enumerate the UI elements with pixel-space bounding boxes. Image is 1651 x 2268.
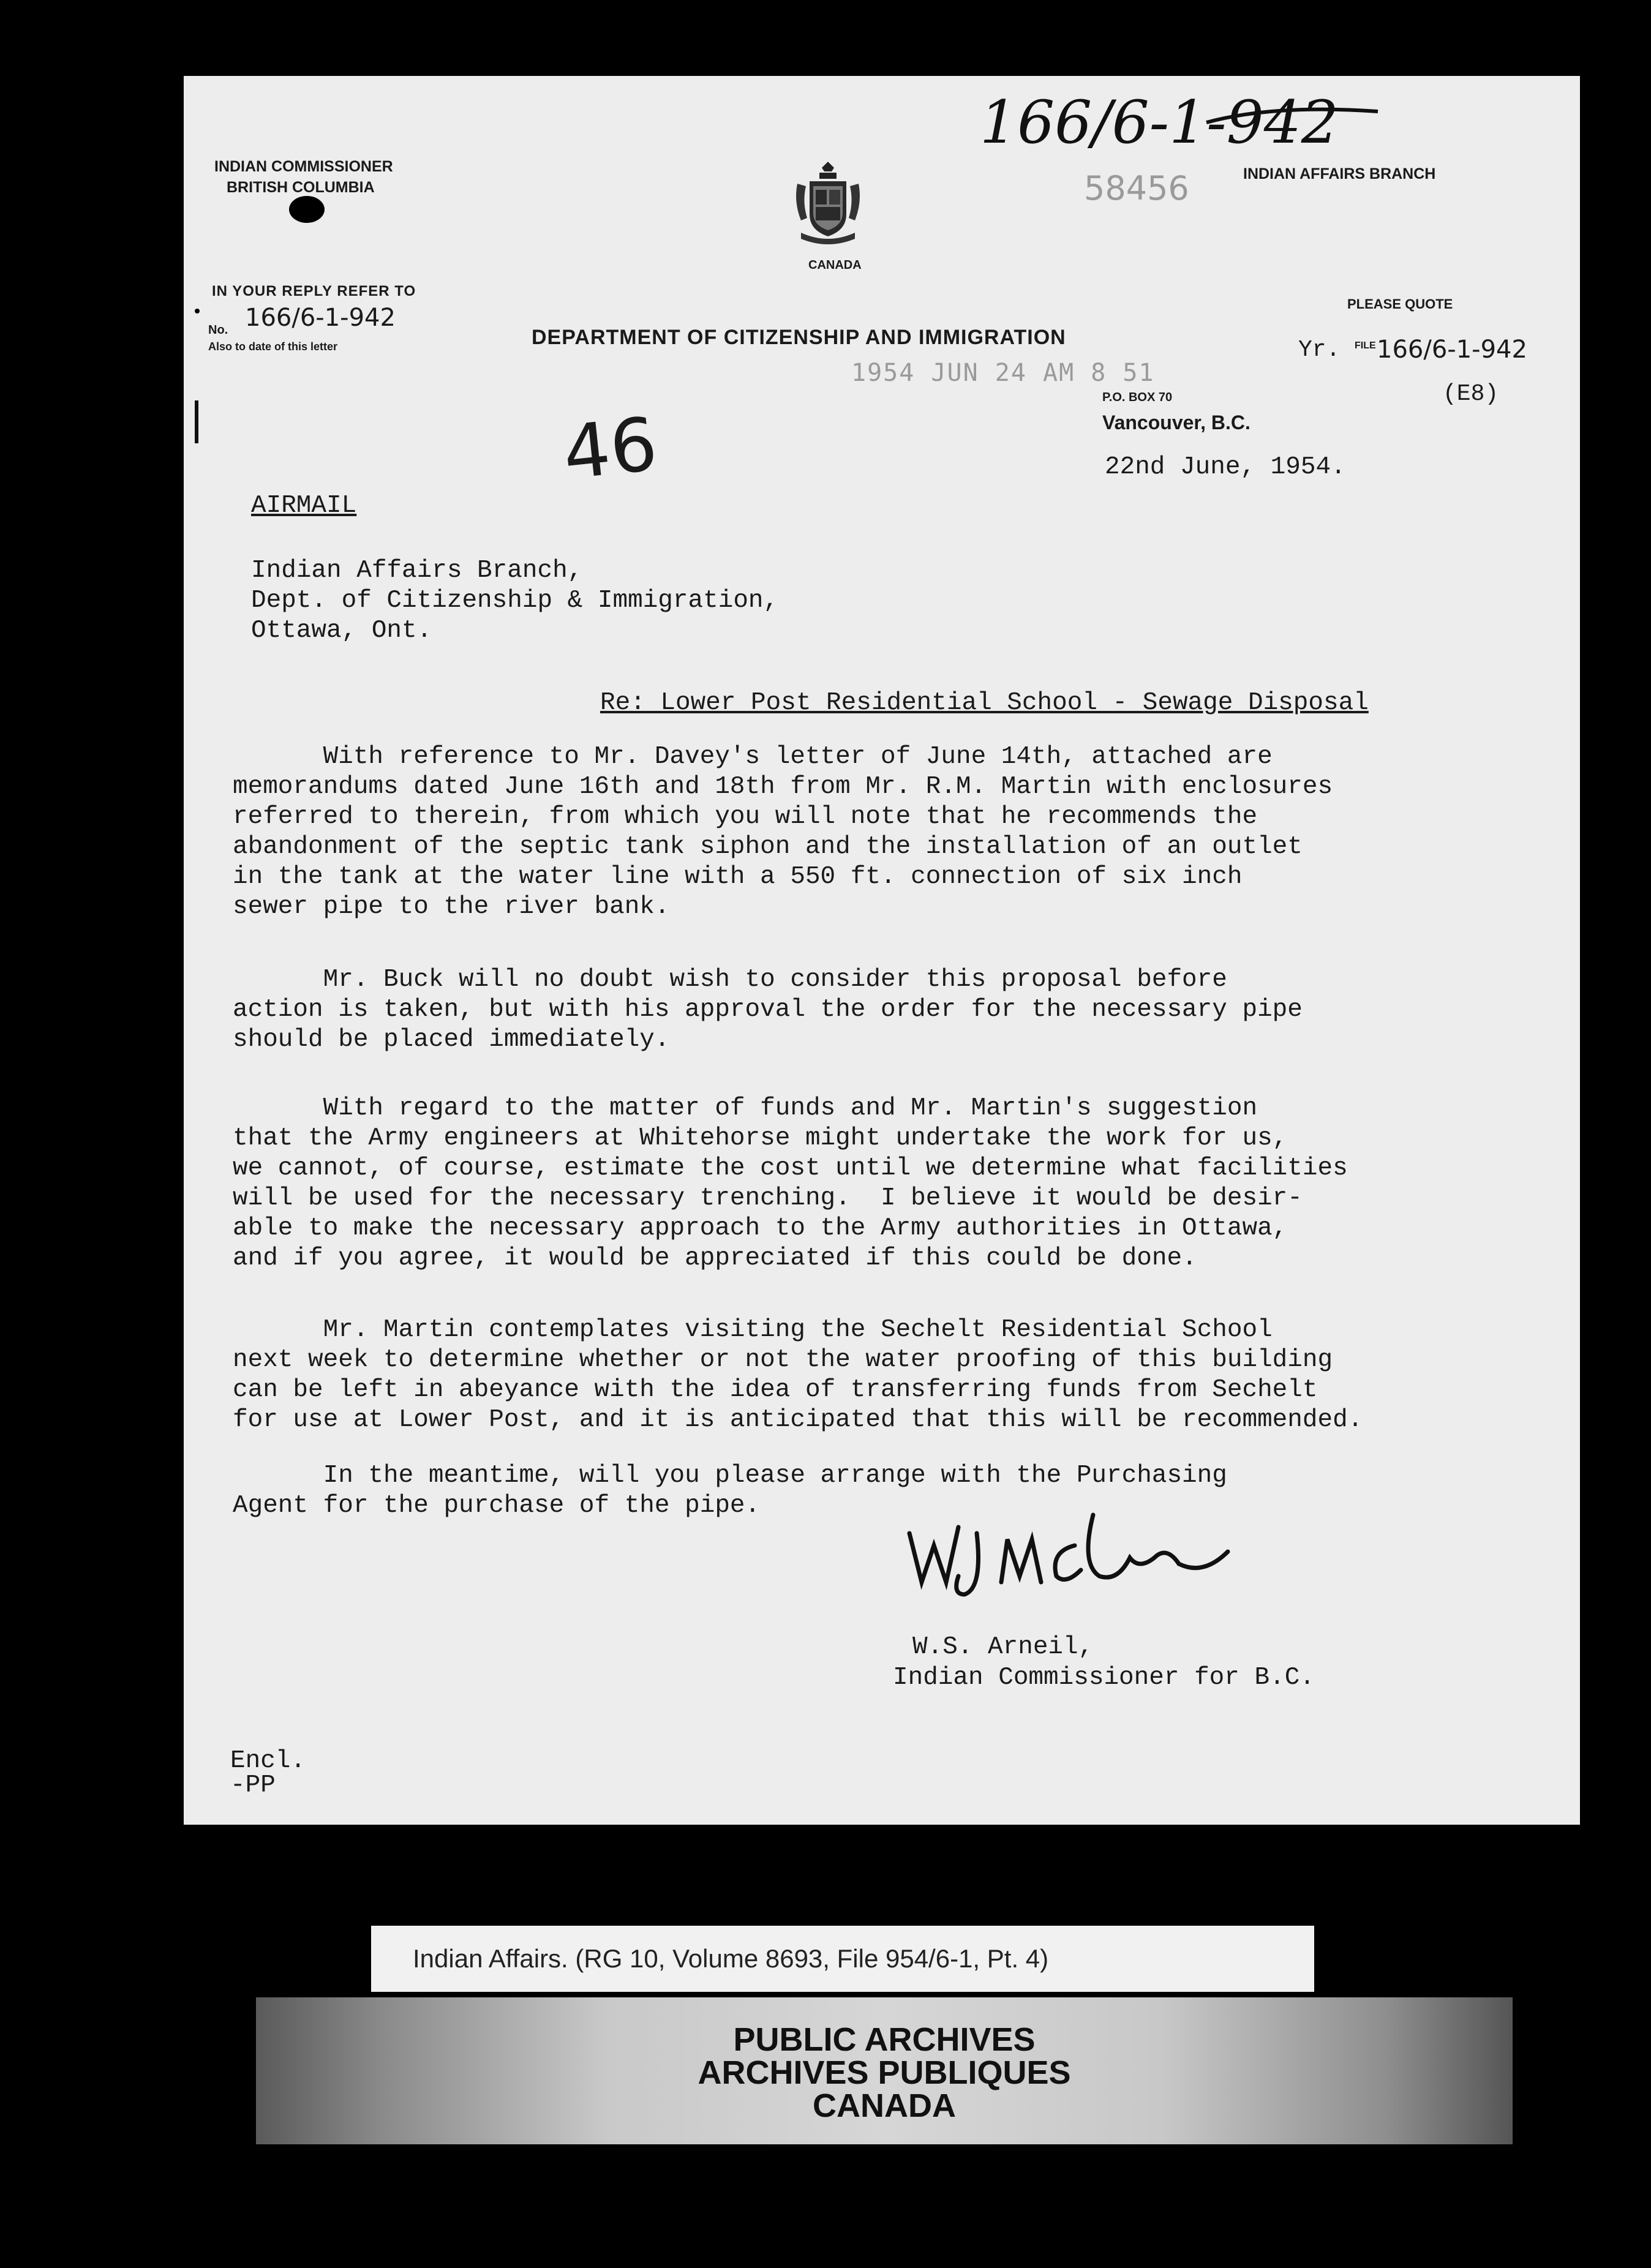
redaction-mark (289, 196, 325, 223)
department-name: DEPARTMENT OF CITIZENSHIP AND IMMIGRATION (532, 326, 1066, 349)
archive-reference-text: Indian Affairs. (RG 10, Volume 8693, File 954/6-1, Pt. 4) (413, 1944, 1049, 1973)
letter-date: 22nd June, 1954. (1105, 453, 1346, 481)
file-label: FILE (1355, 340, 1376, 351)
also-date-note: Also to date of this letter (208, 340, 338, 353)
canada-crest-icon (791, 159, 865, 251)
po-box: P.O. BOX 70 (1102, 391, 1173, 404)
paragraph-line: in the tank at the water line with a 550 ft. connection of six inch (233, 863, 1243, 891)
letterhead-left-line1: INDIAN COMMISSIONER (214, 158, 393, 175)
paragraph-line: abandonment of the septic tank siphon and the installation of an outlet (233, 833, 1303, 861)
paragraph-line: In the meantime, will you please arrange with the Purchasing (233, 1462, 1227, 1490)
reply-file-number: 166/6-1-942 (245, 304, 396, 332)
paragraph-line: memorandums dated June 16th and 18th from Mr. R.M. Martin with enclosures (233, 773, 1333, 801)
indian-affairs-branch-label: INDIAN AFFAIRS BRANCH (1243, 165, 1436, 182)
paragraph-line: With reference to Mr. Davey's letter of June 14th, attached are (233, 743, 1273, 771)
signer-title: Indian Commissioner for B.C. (893, 1664, 1315, 1692)
punch-mark (195, 400, 198, 443)
archive-line-1: PUBLIC ARCHIVES (733, 2021, 1036, 2058)
archive-line-3: CANADA (813, 2087, 956, 2124)
handwritten-signature (897, 1509, 1240, 1607)
handwritten-mark: 46 (559, 402, 661, 497)
paragraph-line: Mr. Martin contemplates visiting the Sechelt Residential School (233, 1316, 1273, 1344)
handwritten-underline (1200, 98, 1384, 135)
address-line-2: Dept. of Citizenship & Immigration, (251, 587, 779, 615)
paragraph-line: next week to determine whether or not the water proofing of this building (233, 1346, 1333, 1374)
paragraph-line: sewer pipe to the river bank. (233, 893, 670, 921)
file-suffix: (E8) (1443, 381, 1499, 407)
paragraph-line: will be used for the necessary trenching. I believe it would be desir- (233, 1184, 1303, 1212)
letterhead-left-line2: BRITISH COLUMBIA (227, 179, 375, 196)
enclosure-note: Encl. (230, 1747, 306, 1775)
letter-page (184, 76, 1580, 1825)
airmail-label: AIRMAIL (251, 492, 357, 520)
crest-caption: CANADA (808, 258, 862, 272)
paragraph-line: for use at Lower Post, and it is anticipated that this will be recommended. (233, 1406, 1363, 1434)
public-archives-stamp (256, 1997, 1513, 2144)
received-stamp: 1954 JUN 24 AM 8 51 (851, 359, 1155, 387)
paragraph-line: With regard to the matter of funds and Mr. Martin's suggestion (233, 1094, 1258, 1122)
yr-label: Yr. (1298, 337, 1341, 363)
signer-name: W.S. Arneil, (912, 1633, 1094, 1661)
please-quote-label: PLEASE QUOTE (1347, 296, 1453, 312)
address-line-1: Indian Affairs Branch, (251, 557, 583, 585)
city: Vancouver, B.C. (1102, 411, 1250, 434)
handwritten-file-number: 166/6-1-942 (980, 88, 1339, 157)
paragraph-line: should be placed immediately. (233, 1026, 670, 1054)
paragraph-line: Agent for the purchase of the pipe. (233, 1492, 761, 1520)
paragraph-line: Mr. Buck will no doubt wish to consider this proposal before (233, 966, 1227, 994)
file-number: 166/6-1-942 (1377, 336, 1527, 364)
typist-initials: -PP (230, 1771, 276, 1800)
paragraph-line: that the Army engineers at Whitehorse might undertake the work for us, (233, 1124, 1288, 1152)
paragraph-line: referred to therein, from which you will note that he recommends the (233, 803, 1258, 831)
paragraph-line: we cannot, of course, estimate the cost until we determine what facilities (233, 1154, 1348, 1182)
archive-line-2: ARCHIVES PUBLIQUES (698, 2054, 1071, 2091)
stamp-number: 58456 (1084, 169, 1189, 208)
archive-reference-label (371, 1926, 1314, 1992)
subject-line: Re: Lower Post Residential School - Sewage Disposal (600, 689, 1369, 717)
paragraph-line: able to make the necessary approach to the Army authorities in Ottawa, (233, 1214, 1288, 1242)
paragraph-line: and if you agree, it would be appreciated if this could be done. (233, 1244, 1197, 1272)
paragraph-line: can be left in abeyance with the idea of transferring funds from Sechelt (233, 1376, 1318, 1404)
punch-mark (195, 309, 200, 314)
address-line-3: Ottawa, Ont. (251, 617, 432, 645)
reply-refer-label: IN YOUR REPLY REFER TO (212, 283, 416, 299)
paragraph-line: action is taken, but with his approval the order for the necessary pipe (233, 996, 1303, 1024)
reply-no-label: No. (208, 323, 228, 337)
